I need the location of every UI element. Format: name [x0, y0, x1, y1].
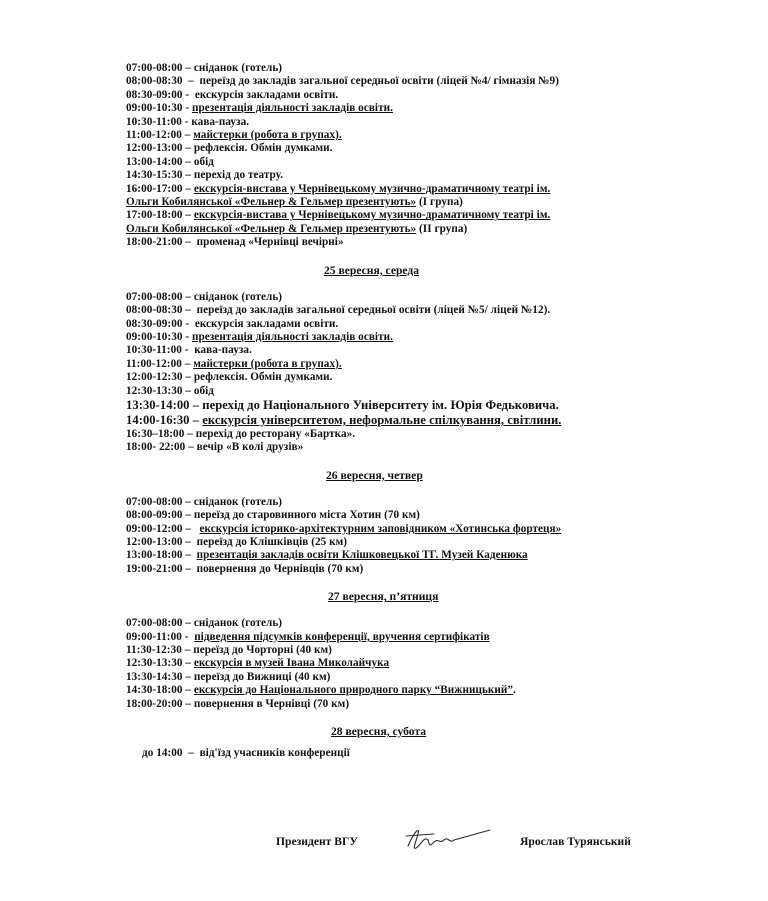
dash: -: [182, 88, 195, 101]
schedule-item: [126, 549, 726, 562]
schedule-item: [126, 291, 726, 304]
time-range: 09:00-10:30: [126, 102, 183, 115]
activity: Ольги Кобилянської «Фельнер & Гельмер презентують»: [126, 222, 417, 235]
signatory-title: Президент ВГУ: [276, 835, 358, 848]
activity: повернення в Чернівці (70 км): [193, 697, 350, 710]
time-range: 18:00- 22:00: [126, 441, 186, 454]
schedule-item: [126, 102, 726, 115]
time-range: 13:30-14:00: [126, 397, 190, 412]
time-range: 16:00-17:00: [126, 182, 183, 195]
signatory-name: Ярослав Турянський: [520, 835, 631, 848]
dash: –: [182, 562, 197, 575]
schedule-item: [126, 523, 726, 536]
signature-block: [276, 832, 676, 856]
schedule-item: [126, 617, 726, 630]
day-27-list: [126, 617, 726, 711]
schedule-item: [126, 116, 726, 129]
activity: сніданок (готель): [193, 617, 283, 630]
day-26-list: [126, 496, 726, 576]
dash: –: [182, 290, 194, 303]
activity: перехід до ресторану «Бартка».: [195, 427, 356, 440]
schedule-item: [126, 496, 726, 509]
activity: переїзд до Вижниці (40 км): [193, 670, 331, 683]
activity-suffix: (ІІ група): [416, 222, 468, 235]
activity: переїзд до Клішківців (25 км): [196, 535, 348, 548]
time-range: 14:30-18:00: [126, 684, 183, 697]
dash: –: [189, 397, 203, 412]
dash: –: [185, 441, 197, 454]
activity: майстерки (робота в групах).: [193, 357, 342, 370]
time-range: 12:30-13:30: [126, 384, 183, 397]
time-range: 14:00-16:30: [126, 412, 190, 427]
dash: -: [182, 330, 192, 343]
dash: –: [182, 697, 194, 710]
activity: підведення підсумків конференції, вручення сертифікатів: [194, 630, 490, 643]
time-range: 19:00-21:00: [126, 562, 183, 575]
schedule-item: [126, 196, 726, 209]
dash: –: [182, 75, 200, 88]
time-range: 08:00-08:30: [126, 304, 183, 317]
activity: рефлексія. Обмін думками.: [193, 371, 333, 384]
dash: –: [182, 371, 194, 384]
schedule-item: [126, 536, 726, 549]
dash: –: [189, 412, 203, 427]
activity: переїзд до закладів загальної середньої освіти (ліцей №4/ гімназія №9): [199, 75, 559, 88]
schedule-item: [126, 509, 726, 522]
schedule-item: [126, 62, 726, 75]
activity: екскурсія-вистава у Чернівецькому музично-драматичному театрі ім.: [193, 182, 551, 195]
heading-day-25: 25 вересня, середа: [324, 263, 420, 277]
dash: –: [182, 142, 194, 155]
dash: –: [182, 182, 194, 195]
time-range: 09:00-11:00: [126, 630, 182, 643]
time-range: 07:00-08:00: [126, 617, 183, 630]
dash: –: [181, 129, 194, 142]
activity: переїзд до старовинного міста Хотин (70 км): [193, 509, 420, 522]
time-range: 07:00-08:00: [126, 290, 183, 303]
schedule-item: [126, 441, 726, 454]
dash: –: [182, 747, 200, 760]
time-range: 11:00-12:00: [126, 357, 182, 370]
dash: -: [181, 630, 195, 643]
activity: від'їзд учасників конференції: [199, 747, 350, 760]
activity: кава-пауза.: [194, 344, 252, 357]
time-range: 14:30-15:30: [126, 169, 183, 182]
time-range: 08:00-08:30: [126, 75, 183, 88]
time-range: 13:00-14:00: [126, 155, 183, 168]
time-range: 12:00-13:00: [126, 142, 183, 155]
dash: –: [182, 495, 194, 508]
heading-day-26: 26 вересня, четвер: [326, 468, 423, 482]
activity: сніданок (готель): [193, 290, 283, 303]
dash: –: [182, 509, 194, 522]
schedule-item: [126, 413, 726, 428]
activity: переїзд до Чорторні (40 км): [193, 644, 332, 656]
time-range: 13:30-14:30: [126, 670, 183, 683]
time-range: 08:00-09:00: [126, 509, 183, 522]
schedule: [126, 62, 726, 760]
schedule-item: [126, 129, 726, 142]
dash: –: [182, 384, 194, 397]
time-range: до 14:00: [142, 747, 183, 760]
schedule-item: [126, 318, 726, 331]
schedule-item: [126, 156, 726, 169]
time-range: 09:00-12:00: [126, 522, 183, 535]
activity: кава-пауза.: [191, 115, 250, 128]
schedule-item: [126, 344, 726, 357]
schedule-item: [126, 209, 726, 222]
schedule-item: [126, 398, 726, 413]
dash: –: [182, 684, 194, 697]
activity: екскурсія університетом, неформальне спілкування, світлини.: [202, 412, 562, 427]
activity: рефлексія. Обмін думками.: [193, 142, 333, 155]
time-range: 17:00-18:00: [126, 209, 183, 222]
schedule-item: [126, 698, 726, 711]
time-range: 12:00-12:30: [126, 371, 183, 384]
time-range: 11:30-12:30: [126, 644, 182, 656]
dash: –: [182, 62, 194, 74]
dash: –: [182, 304, 197, 317]
activity: променад «Чернівці вечірні»: [196, 236, 344, 249]
time-range: 11:00-12:00: [126, 129, 182, 142]
activity: презентація діяльності закладів освіти.: [191, 330, 393, 343]
schedule-item: [126, 223, 726, 236]
activity-suffix: (І група): [416, 196, 463, 209]
activity: переїзд до закладів загальної середньої освіти (ліцей №5/ ліцей №12).: [196, 304, 551, 317]
schedule-item: [126, 428, 726, 441]
schedule-item: [126, 89, 726, 102]
schedule-item: [126, 644, 726, 657]
schedule-item: [126, 75, 726, 88]
schedule-item: [126, 358, 726, 371]
activity: повернення до Чернівців (70 км): [196, 562, 364, 575]
activity: Ольги Кобилянської «Фельнер & Гельмер презентують»: [126, 196, 417, 209]
time-range: 07:00-08:00: [126, 495, 183, 508]
dash: –: [182, 670, 194, 683]
schedule-item: [126, 631, 726, 644]
heading-day-27: 27 вересня, п’ятниця: [328, 590, 439, 604]
schedule-item: [126, 684, 726, 697]
activity: перехід до Національного Університету ім. Юрія Федьковича.: [202, 397, 559, 412]
dash: –: [182, 549, 197, 562]
dash: -: [182, 317, 195, 330]
activity: екскурсія-вистава у Чернівецькому музично-драматичному театрі ім.: [193, 209, 551, 222]
schedule-item: [126, 657, 726, 670]
schedule-item: [126, 304, 726, 317]
activity: екскурсія закладами освіти.: [194, 317, 339, 330]
dash: -: [181, 344, 195, 357]
activity: презентація діяльності закладів освіти.: [191, 102, 393, 115]
schedule-item: [126, 142, 726, 155]
dash: –: [182, 657, 194, 670]
dash: –: [182, 169, 194, 182]
heading-day-28: 28 вересня, субота: [331, 725, 427, 739]
schedule-item: [126, 331, 726, 344]
day-24-list: [126, 62, 726, 250]
activity: екскурсія до Національного природного парку “Вижницький”: [193, 684, 514, 697]
dash: –: [181, 644, 194, 656]
activity: екскурсія історико-архітектурним заповідником «Хотинська фортеця»: [199, 522, 562, 535]
time-range: 16:30–18:00: [126, 427, 185, 440]
dash: -: [182, 102, 192, 115]
handwritten-signature: [404, 822, 494, 858]
schedule-item: [126, 385, 726, 398]
day-25-list: [126, 291, 726, 455]
activity: вечір «В колі друзів»: [196, 441, 304, 454]
activity: перехід до театру.: [193, 169, 284, 182]
schedule-item: [126, 563, 726, 576]
time-range: 09:00-10:30: [126, 330, 183, 343]
dash: –: [182, 209, 194, 222]
schedule-item: [126, 371, 726, 384]
dash: –: [184, 427, 196, 440]
dash: –: [182, 522, 200, 535]
activity: екскурсія закладами освіти.: [194, 88, 339, 101]
schedule-item: [126, 671, 726, 684]
activity: майстерки (робота в групах).: [193, 129, 342, 142]
activity: презентація закладів освіти Клішковецької ТГ. Музей Каденюка: [196, 549, 528, 562]
time-range: 07:00-08:00: [126, 62, 183, 74]
time-range: 12:00-13:00: [126, 535, 183, 548]
dash: –: [182, 155, 194, 168]
activity: обід: [193, 155, 214, 168]
time-range: 10:30-11:00: [126, 115, 182, 128]
activity: обід: [193, 384, 214, 397]
time-range: 08:30-09:00: [126, 317, 183, 330]
time-range: 10:30-11:00: [126, 344, 182, 357]
time-range: 12:30-13:30: [126, 657, 183, 670]
dash: -: [181, 115, 192, 128]
dash: –: [182, 236, 197, 249]
time-range: 18:00-20:00: [126, 697, 183, 710]
schedule-item: [126, 183, 726, 196]
schedule-item: [126, 169, 726, 182]
activity: екскурсія в музей Івана Миколайчука: [193, 657, 390, 670]
dash: –: [182, 617, 194, 630]
schedule-item-departure: [126, 747, 726, 760]
activity: сніданок (готель): [193, 495, 283, 508]
time-range: 13:00-18:00: [126, 549, 183, 562]
activity: сніданок (готель): [193, 62, 283, 74]
schedule-item: [126, 236, 726, 249]
time-range: 18:00-21:00: [126, 236, 183, 249]
time-range: 08:30-09:00: [126, 88, 183, 101]
dash: –: [181, 357, 194, 370]
activity-suffix: .: [513, 684, 516, 697]
dash: –: [182, 535, 197, 548]
